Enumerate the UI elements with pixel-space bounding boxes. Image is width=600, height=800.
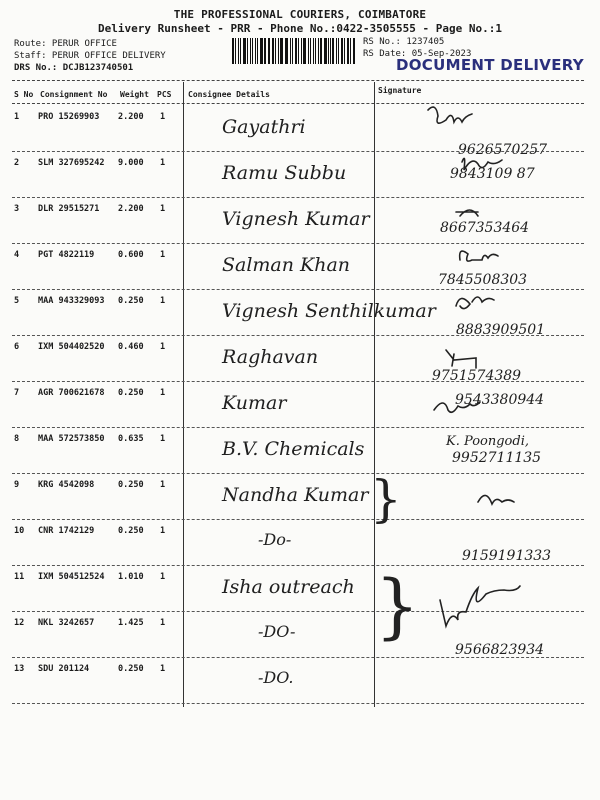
row-sno: 12 (14, 618, 25, 628)
barcode-bar (310, 38, 311, 64)
receiver-phone: 9159191333 (462, 548, 552, 564)
consignee-name: Gayathri (222, 116, 306, 138)
barcode-bar (268, 38, 269, 64)
rs-number: RS No.: 1237405 (363, 37, 445, 47)
row-weight: 0.635 (118, 434, 144, 444)
barcode-bar (328, 38, 329, 64)
row-pcs: 1 (160, 204, 166, 214)
consignee-name: Vignesh Kumar (222, 208, 370, 230)
barcode-bar (250, 38, 251, 64)
receiver-phone: 9952711135 (452, 450, 542, 466)
barcode-bar (232, 38, 234, 64)
barcode-bar (290, 38, 291, 64)
col-pcs: PCS (157, 90, 172, 99)
row-weight: 0.250 (118, 526, 144, 536)
barcode-bar (295, 38, 297, 64)
barcode-bar (315, 38, 316, 64)
company-title: THE PROFESSIONAL COURIERS, COIMBATORE (173, 8, 427, 21)
barcode-bar (313, 38, 315, 64)
col-consignee: Consignee Details (188, 90, 270, 99)
barcode-bar (235, 38, 236, 64)
row-pcs: 1 (160, 158, 166, 168)
barcode (232, 38, 356, 64)
group-brace-1: } (370, 470, 402, 528)
row-pcs: 1 (160, 250, 166, 260)
barcode-bar (338, 38, 339, 64)
receiver-phone: 9751574389 (432, 368, 522, 384)
row-sno: 10 (14, 526, 25, 536)
rs-date: RS Date: 05-Sep-2023 (363, 49, 472, 59)
barcode-bar (308, 38, 309, 64)
row-consignment: SLM 327695242 (38, 158, 105, 168)
row-consignment: IXM 504512524 (38, 572, 105, 582)
barcode-bar (341, 38, 343, 64)
barcode-bar (264, 38, 266, 64)
drs-number: DRS No.: DCJB123740501 (14, 63, 134, 73)
route-meta (14, 38, 166, 74)
consignee-name: Nandha Kumar (222, 484, 369, 506)
document-delivery-badge: DOCUMENT DELIVERY (396, 56, 584, 74)
barcode-bar (255, 38, 257, 64)
barcode-bar (260, 38, 263, 64)
consignee-name: -Do- (258, 530, 292, 549)
barcode-bar (278, 38, 279, 64)
row-consignment: MAA 572573850 (38, 434, 105, 444)
row-weight: 2.200 (118, 112, 144, 122)
row-consignment: NKL 3242657 (38, 618, 95, 628)
row-sno: 4 (14, 250, 20, 260)
barcode-bar (292, 38, 293, 64)
barcode-bar (318, 38, 319, 64)
row-sno: 6 (14, 342, 20, 352)
receiver-name: K. Poongodi, (446, 434, 529, 449)
barcode-bar (252, 38, 253, 64)
barcode-bar (320, 38, 322, 64)
row-consignment: IXM 504402520 (38, 342, 105, 352)
barcode-bar (344, 38, 345, 64)
barcode-bar (275, 38, 276, 64)
header-divider (12, 80, 584, 81)
row-consignment: CNR 1742129 (38, 526, 95, 536)
barcode-bar (280, 38, 283, 64)
consignee-name: Ramu Subbu (222, 162, 347, 184)
barcode-bar (347, 38, 350, 64)
barcode-bar (257, 38, 258, 64)
barcode-bar (269, 38, 270, 64)
barcode-bar (298, 38, 300, 64)
col-weight: Weight (120, 90, 149, 99)
row-weight: 2.200 (118, 204, 144, 214)
barcode-bar (350, 38, 351, 64)
consignee-name: Raghavan (222, 346, 319, 368)
row-consignment: SDU 201124 (38, 664, 90, 674)
row-weight: 0.250 (118, 664, 144, 674)
barcode-bar (272, 38, 274, 64)
consignee-name: -DO- (258, 622, 296, 641)
row-weight: 1.425 (118, 618, 144, 628)
row-consignment: PGT 4822119 (38, 250, 95, 260)
receiver-phone: 8883909501 (456, 322, 546, 338)
barcode-bar (301, 38, 302, 64)
row-pcs: 1 (160, 618, 166, 628)
barcode-bar (238, 38, 239, 64)
barcode-bar (286, 38, 288, 64)
barcode-bar (303, 38, 306, 64)
runsheet-subtitle: Delivery Runsheet - PRR - Phone No.:0422-3505555 - Page No.:1 (98, 22, 502, 35)
row-pcs: 1 (160, 480, 166, 490)
barcode-bar (285, 38, 286, 64)
row-weight: 0.460 (118, 342, 144, 352)
row-consignment: AGR 700621678 (38, 388, 105, 398)
row-sno: 7 (14, 388, 20, 398)
barcode-bar (247, 38, 248, 64)
row-weight: 9.000 (118, 158, 144, 168)
row-consignment: KRG 4542098 (38, 480, 95, 490)
row-weight: 0.250 (118, 296, 144, 306)
barcode-bar (243, 38, 246, 64)
row-pcs: 1 (160, 434, 166, 444)
row-pcs: 1 (160, 296, 166, 306)
row-pcs: 1 (160, 388, 166, 398)
row-consignment: MAA 943329093 (38, 296, 105, 306)
consignee-name: Kumar (222, 392, 287, 414)
barcode-bar (240, 38, 242, 64)
barcode-bar (353, 38, 355, 64)
row-sno: 13 (14, 664, 25, 674)
group-brace-2: } (375, 565, 420, 647)
receiver-phone: 9543380944 (455, 392, 545, 408)
consignee-name: Salman Khan (222, 254, 351, 276)
row-sno: 1 (14, 112, 20, 122)
row-pcs: 1 (160, 112, 166, 122)
col-signature: Signature (378, 86, 422, 95)
row-weight: 1.010 (118, 572, 144, 582)
row-pcs: 1 (160, 572, 166, 582)
barcode-bar (336, 38, 337, 64)
staff: Staff: PERUR OFFICE DELIVERY (14, 51, 166, 61)
receiver-phone: 7845508303 (438, 272, 528, 288)
row-sno: 11 (14, 572, 25, 582)
row-pcs: 1 (160, 342, 166, 352)
row-weight: 0.250 (118, 480, 144, 490)
row-sno: 9 (14, 480, 20, 490)
row-pcs: 1 (160, 664, 166, 674)
row-sno: 5 (14, 296, 20, 306)
route: Route: PERUR OFFICE (14, 39, 117, 49)
consignee-name: -DO. (258, 668, 294, 687)
col-consignment: Consignment No (40, 90, 108, 99)
barcode-bar (332, 38, 334, 64)
row-consignment: DLR 29515271 (38, 204, 100, 214)
receiver-phone: 9626570257 (458, 142, 548, 158)
row-pcs: 1 (160, 526, 166, 536)
consignee-name: Vignesh Senthilkumar (222, 300, 436, 322)
row-sno: 2 (14, 158, 20, 168)
col-sno: S No (14, 90, 34, 99)
receiver-phone: 9843109 87 (450, 166, 535, 182)
row-sno: 8 (14, 434, 20, 444)
row-consignment: PRO 15269903 (38, 112, 100, 122)
receiver-phone: 8667353464 (440, 220, 530, 236)
consignee-name: B.V. Chemicals (222, 438, 365, 460)
row-sno: 3 (14, 204, 20, 214)
receiver-phone: 9566823934 (455, 642, 545, 658)
row-weight: 0.600 (118, 250, 144, 260)
barcode-bar (330, 38, 331, 64)
barcode-bar (324, 38, 327, 64)
row-weight: 0.250 (118, 388, 144, 398)
consignee-name: Isha outreach (222, 576, 355, 598)
